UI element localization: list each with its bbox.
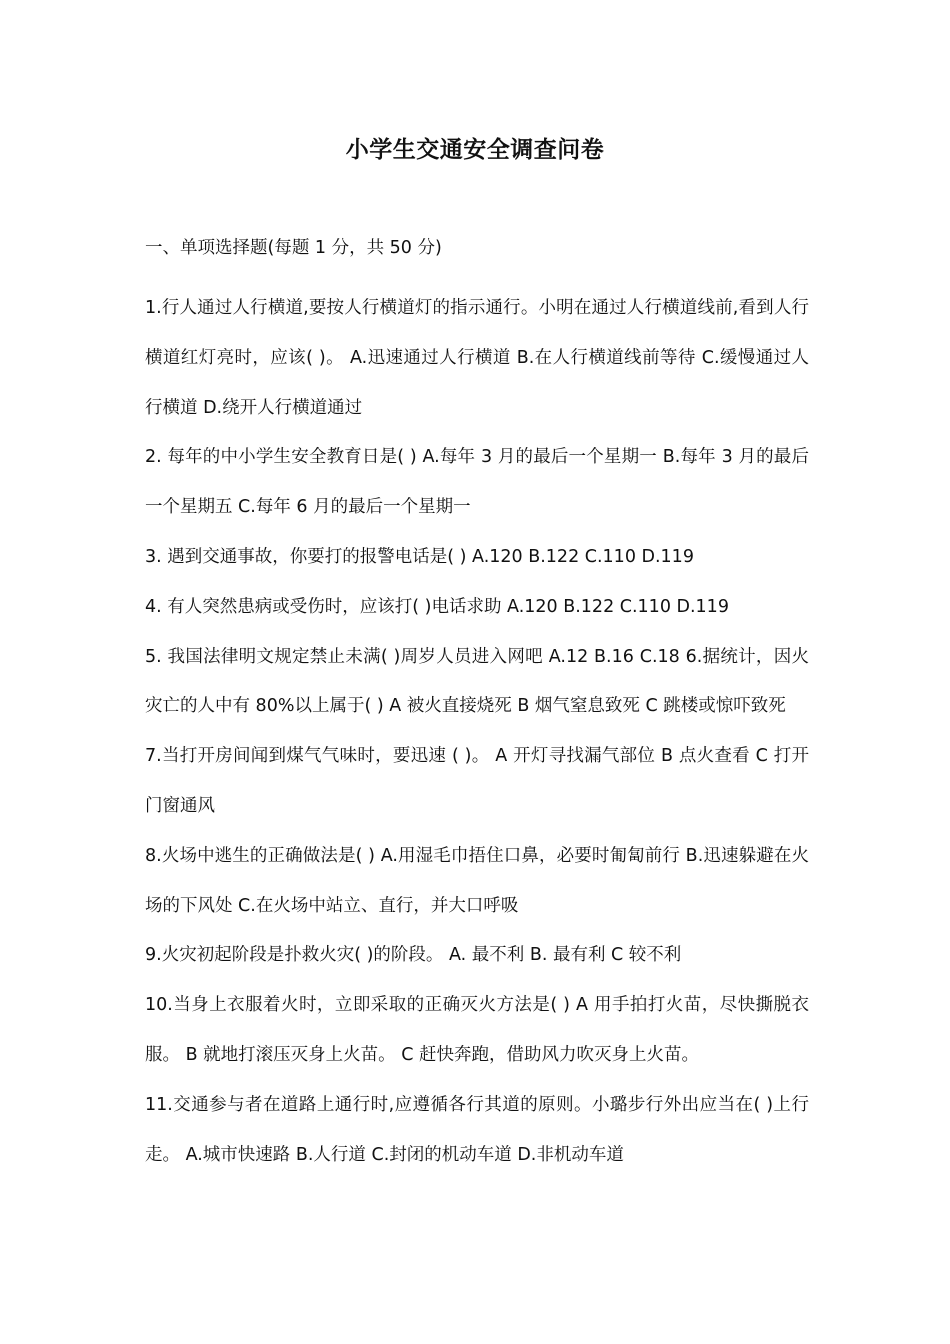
question-8: 8.火场中逃生的正确做法是( ) A.用湿毛巾捂住口鼻，必要时匍匐前行 B.迅速躲避在火场的下风处 C.在火场中站立、直行，并大口呼吸 <box>145 845 809 916</box>
question-11: 11.交通参与者在道路上通行时,应遵循各行其道的原则。小璐步行外出应当在( )上行走。 A.城市快速路 B.人行道 C.封闭的机动车道 D.非机动车道 <box>145 1094 809 1165</box>
question-9: 9.火灾初起阶段是扑救火灾( )的阶段。 A. 最不利 B. 最有利 C 较不利 <box>145 945 682 966</box>
question-1: 1.行人通过人行横道,要按人行横道灯的指示通行。小明在通过人行横道线前,看到人行横道红灯亮时，应该( )。 A.迅速通过人行横道 B.在人行横道线前等待 C.缓慢通过人行横道 D.绕开人行横道通过 <box>145 298 809 418</box>
question-10: 10.当身上衣服着火时，立即采取的正确灭火方法是( ) A 用手拍打火苗，尽快撕脱衣服。 B 就地打滚压灭身上火苗。 C 赶快奔跑，借助风力吹灭身上火苗。 <box>145 995 809 1065</box>
question-7: 7.当打开房间闻到煤气气味时，要迅速 ( )。 A 开灯寻找漏气部位 B 点火查看 C 打开门窗通风 <box>145 746 809 816</box>
question-3: 3. 遇到交通事故，你要打的报警电话是( ) A.120 B.122 C.110 D.119 <box>145 546 694 567</box>
document-title: 小学生交通安全调查问卷 <box>345 137 605 163</box>
section-heading: 一、单项选择题(每题 1 分，共 50 分) <box>145 238 442 258</box>
question-2: 2. 每年的中小学生安全教育日是( ) A.每年 3 月的最后一个星期一 B.每年 3 月的最后一个星期五 C.每年 6 月的最后一个星期一 <box>145 447 809 518</box>
question-list <box>145 284 809 1180</box>
question-5-6: 5. 我国法律明文规定禁止未满( )周岁人员进入网吧 A.12 B.16 C.18 6.据统计，因火灾亡的人中有 80%以上属于( ) A 被火直接烧死 B 烟气窒息致死 C 跳楼或惊吓致死 <box>145 646 809 717</box>
question-4: 4. 有人突然患病或受伤时，应该打( )电话求助 A.120 B.122 C.110 D.119 <box>145 596 729 617</box>
